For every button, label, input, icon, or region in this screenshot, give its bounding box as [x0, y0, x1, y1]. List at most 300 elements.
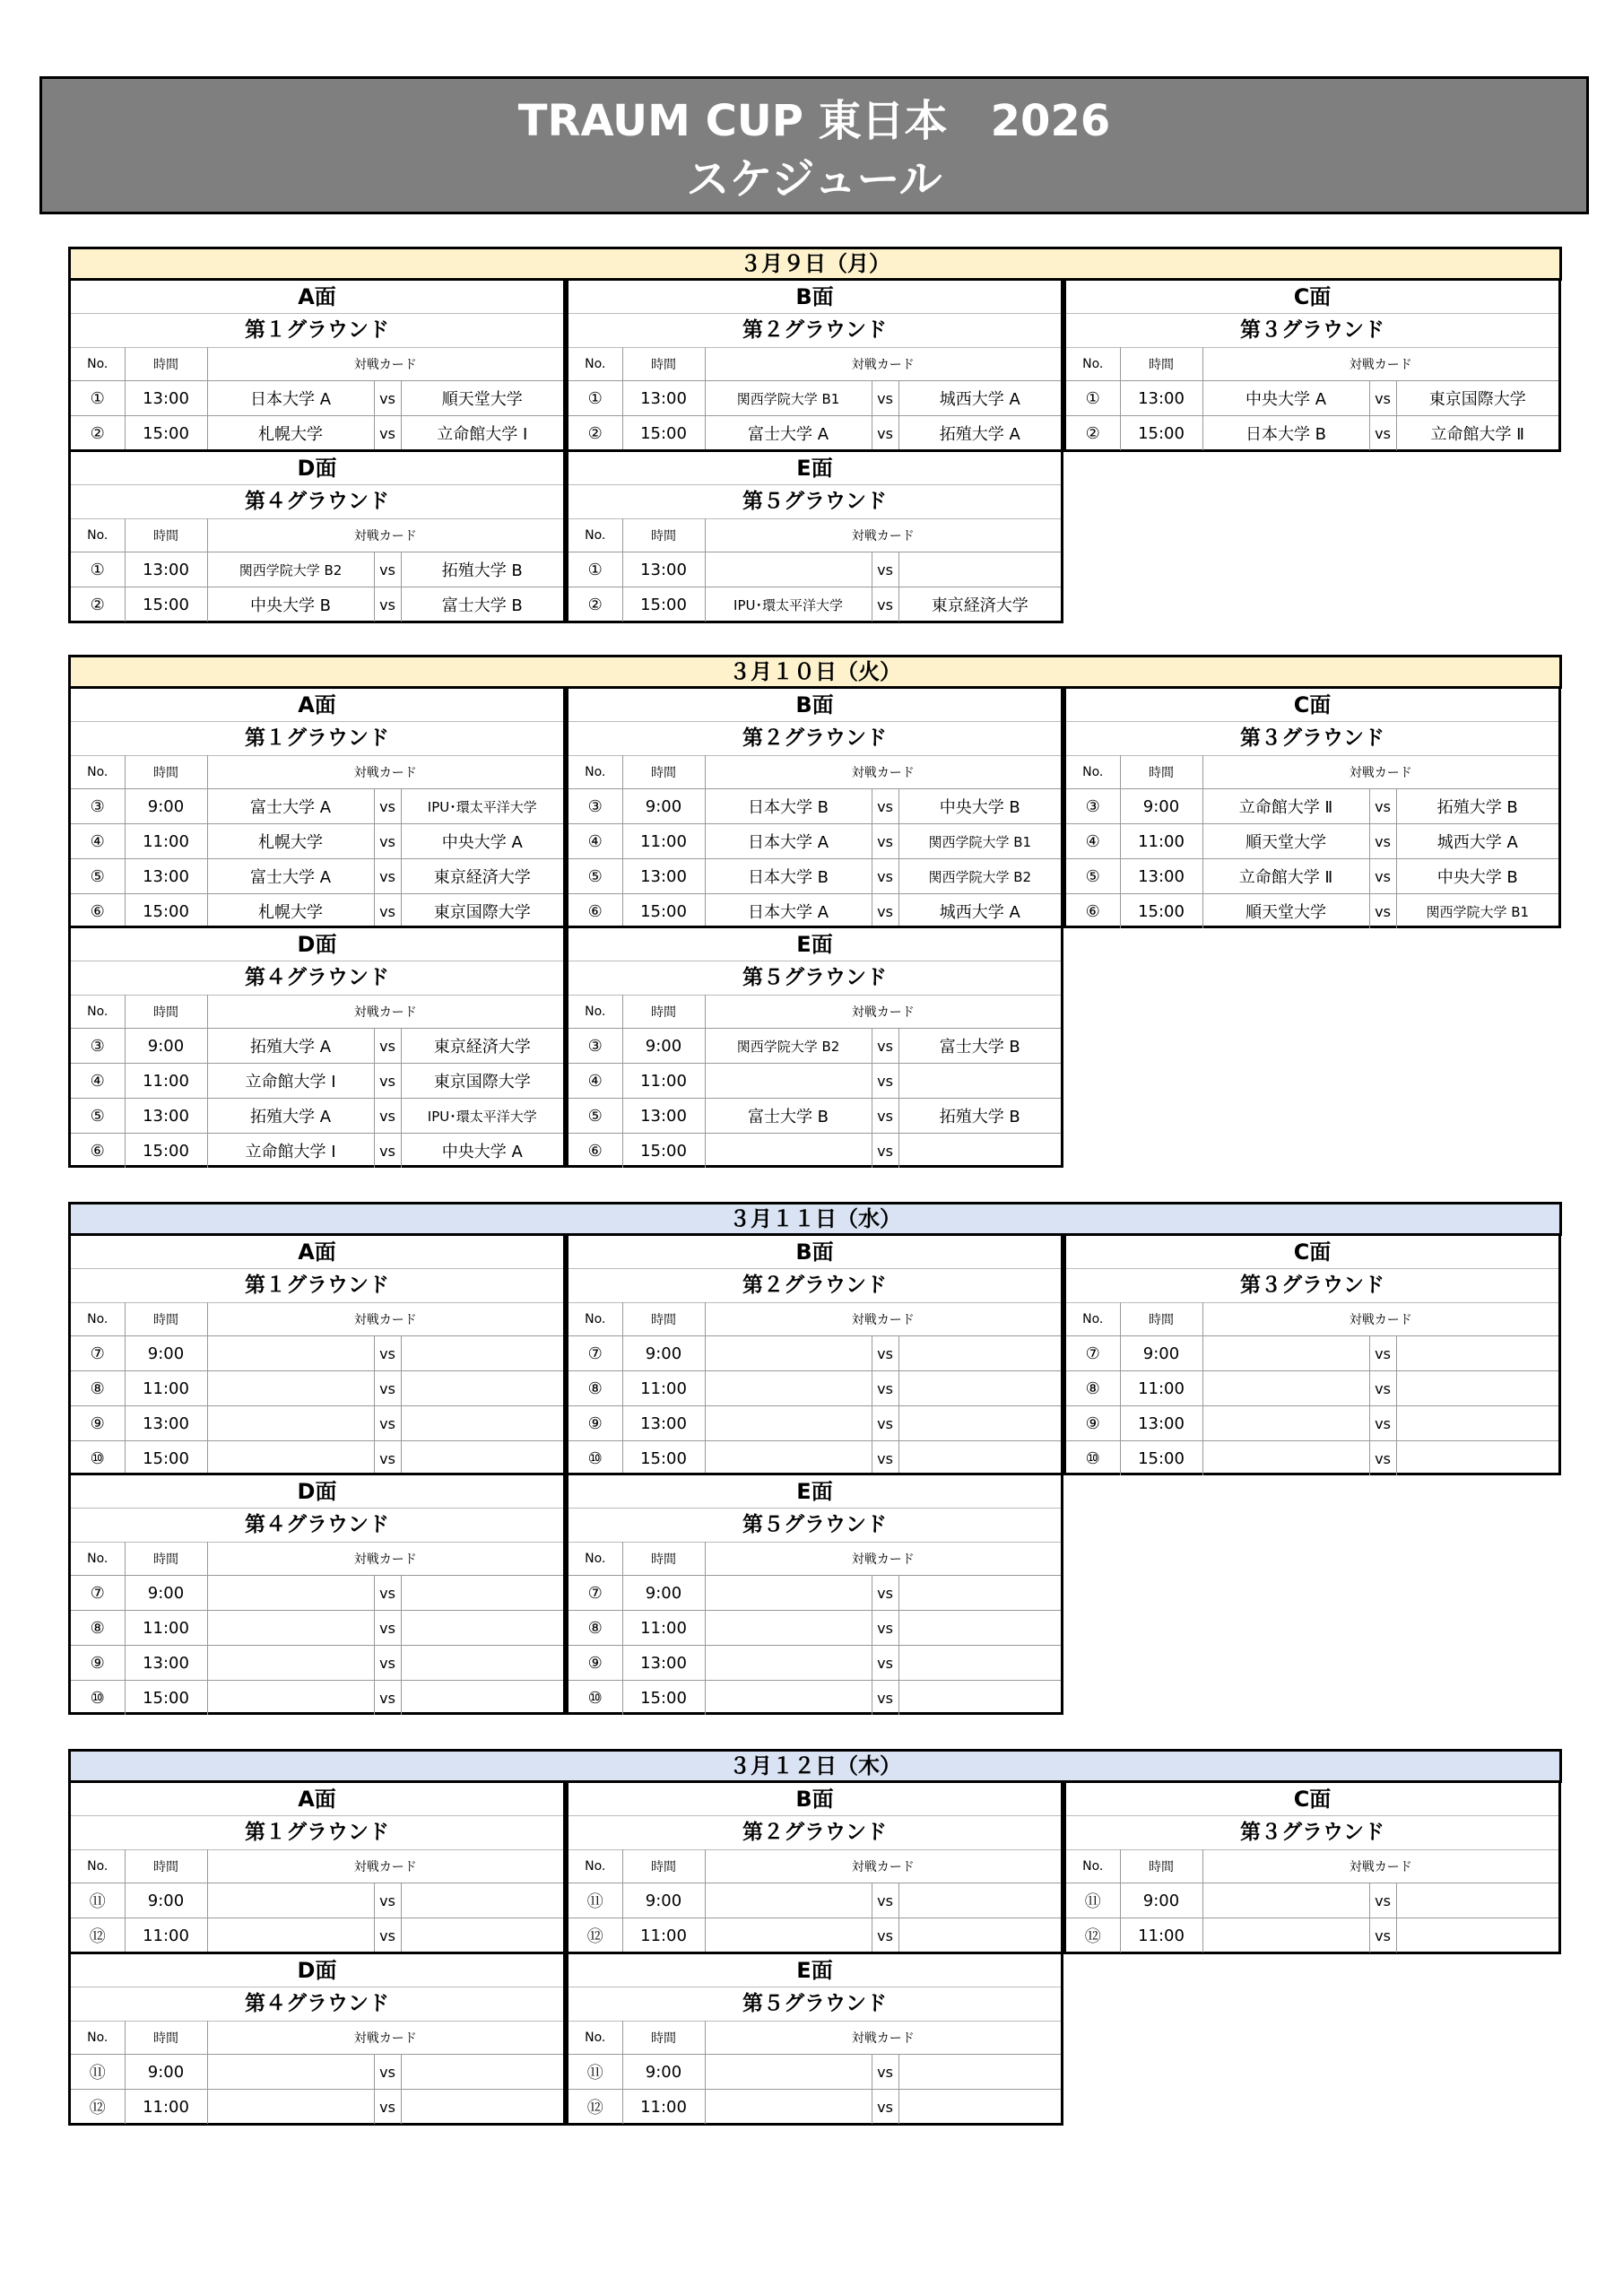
table-header-row: [71, 1542, 563, 1576]
home-team: [207, 1918, 374, 1953]
match-time: 9:00: [125, 1029, 207, 1064]
ground-label: 第４グラウンド: [71, 961, 563, 996]
match-table: [568, 1302, 1061, 1475]
vs-label: vs: [374, 2055, 401, 2090]
col-card-header: 対戦カード: [207, 995, 563, 1029]
col-time-header: 時間: [622, 995, 705, 1029]
col-card-header: 対戦カード: [1202, 347, 1558, 381]
away-team: [898, 1064, 1061, 1099]
vs-label: vs: [872, 587, 898, 622]
match-table: [71, 1302, 563, 1475]
col-card-header: 対戦カード: [705, 755, 1061, 789]
away-team: [401, 2055, 563, 2090]
table-row: [568, 587, 1061, 622]
match-time: 11:00: [125, 1611, 207, 1646]
field-face-label: D面: [71, 928, 563, 961]
vs-label: vs: [1369, 1406, 1396, 1441]
col-time-header: 時間: [125, 2021, 207, 2055]
table-header-row: [71, 1302, 563, 1336]
ground-label: 第５グラウンド: [568, 961, 1061, 996]
home-team: [207, 2055, 374, 2090]
field-face-label: E面: [568, 1475, 1061, 1509]
col-no-header: No.: [1082, 1311, 1104, 1326]
day-header: ３月１１日（水）: [68, 1202, 1562, 1236]
match-no: ⑦: [1066, 1336, 1120, 1371]
away-team: [898, 552, 1061, 587]
vs-label: vs: [374, 1371, 401, 1406]
home-team: [207, 1883, 374, 1918]
page-subtitle: スケジュール: [686, 154, 942, 204]
table-row: [71, 1336, 563, 1371]
table-row: [568, 1099, 1061, 1134]
match-no: ②: [568, 416, 622, 451]
table-row: [568, 789, 1061, 824]
away-team: 拓殖大学 B: [1396, 789, 1558, 824]
col-no-header: No.: [585, 764, 606, 779]
vs-label: vs: [872, 789, 898, 824]
vs-label: vs: [872, 1064, 898, 1099]
col-time-header: 時間: [1120, 755, 1202, 789]
vs-label: vs: [872, 1099, 898, 1134]
table-row: [71, 1441, 563, 1476]
match-no: ⑤: [568, 1099, 622, 1134]
home-team: 日本大学 B: [1202, 416, 1369, 451]
match-table: [568, 755, 1061, 928]
match-no: ④: [568, 824, 622, 859]
field-block: [68, 449, 566, 623]
vs-label: vs: [872, 1029, 898, 1064]
match-no: ⑥: [71, 894, 125, 929]
home-team: [705, 2055, 872, 2090]
match-no: ⑤: [71, 1099, 125, 1134]
home-team: [705, 1883, 872, 1918]
match-time: 13:00: [622, 1406, 705, 1441]
away-team: [1396, 1336, 1558, 1371]
col-time-header: 時間: [622, 518, 705, 552]
vs-label: vs: [1369, 1371, 1396, 1406]
match-no: ①: [71, 552, 125, 587]
away-team: [401, 1336, 563, 1371]
vs-label: vs: [374, 587, 401, 622]
table-row: [568, 1576, 1061, 1611]
table-row: [71, 1646, 563, 1681]
table-row: [71, 381, 563, 416]
away-team: 拓殖大学 B: [898, 1099, 1061, 1134]
home-team: [705, 1646, 872, 1681]
field-block: [68, 686, 566, 928]
col-card-header: 対戦カード: [207, 347, 563, 381]
away-team: [401, 1611, 563, 1646]
away-team: 関西学院大学 B2: [898, 859, 1061, 894]
vs-label: vs: [872, 1681, 898, 1716]
table-row: [568, 1883, 1061, 1918]
col-card-header: 対戦カード: [705, 995, 1061, 1029]
home-team: [705, 1336, 872, 1371]
away-team: IPU･環太平洋大学: [401, 789, 563, 824]
match-table: [1066, 347, 1558, 450]
field-block: [566, 1780, 1063, 1954]
home-team: 拓殖大学 A: [207, 1029, 374, 1064]
match-no: ⑥: [1066, 894, 1120, 929]
match-no: ③: [568, 789, 622, 824]
match-time: 11:00: [1120, 824, 1202, 859]
vs-label: vs: [1369, 1441, 1396, 1476]
vs-label: vs: [872, 1406, 898, 1441]
col-time-header: 時間: [125, 518, 207, 552]
col-no-header: No.: [585, 527, 606, 543]
match-table: [71, 518, 563, 622]
table-row: [71, 1406, 563, 1441]
home-team: [207, 2090, 374, 2125]
ground-label: 第１グラウンド: [71, 1815, 563, 1850]
field-block: [68, 1233, 566, 1475]
home-team: [705, 1918, 872, 1953]
field-block: [566, 1952, 1063, 2126]
field-face-label: B面: [568, 281, 1061, 314]
col-card-header: 対戦カード: [705, 347, 1061, 381]
home-team: [1202, 1918, 1369, 1953]
home-team: 立命館大学 Ⅰ: [207, 1064, 374, 1099]
vs-label: vs: [872, 1371, 898, 1406]
col-time-header: 時間: [622, 1849, 705, 1883]
col-card-header: 対戦カード: [207, 1302, 563, 1336]
table-row: [568, 894, 1061, 929]
field-face-label: A面: [71, 689, 563, 722]
match-time: 9:00: [125, 2055, 207, 2090]
match-no: ①: [568, 552, 622, 587]
match-time: 11:00: [1120, 1371, 1202, 1406]
ground-label: 第３グラウンド: [1066, 1268, 1558, 1303]
vs-label: vs: [374, 1099, 401, 1134]
col-time-header: 時間: [1120, 1849, 1202, 1883]
table-row: [71, 1371, 563, 1406]
away-team: 城西大学 A: [1396, 824, 1558, 859]
col-card-header: 対戦カード: [1202, 1302, 1558, 1336]
table-row: [71, 894, 563, 929]
match-no: ⑩: [568, 1441, 622, 1476]
field-face-label: D面: [71, 1475, 563, 1509]
ground-label: 第２グラウンド: [568, 313, 1061, 348]
match-time: 11:00: [622, 1371, 705, 1406]
match-no: ⑦: [568, 1576, 622, 1611]
table-row: [568, 1918, 1061, 1953]
match-no: ⑫: [71, 2090, 125, 2125]
field-face-label: B面: [568, 689, 1061, 722]
match-time: 11:00: [622, 2090, 705, 2125]
vs-label: vs: [872, 1336, 898, 1371]
match-table: [1066, 755, 1558, 928]
table-row: [1066, 824, 1558, 859]
field-block: [566, 449, 1063, 623]
away-team: 城西大学 A: [898, 894, 1061, 929]
match-no: ④: [71, 1064, 125, 1099]
match-time: 13:00: [622, 1646, 705, 1681]
field-block: [68, 1780, 566, 1954]
vs-label: vs: [374, 1064, 401, 1099]
vs-label: vs: [374, 1681, 401, 1716]
table-header-row: [568, 1849, 1061, 1883]
col-time-header: 時間: [622, 755, 705, 789]
vs-label: vs: [1369, 1918, 1396, 1953]
away-team: [401, 1646, 563, 1681]
home-team: [705, 1441, 872, 1476]
match-time: 13:00: [125, 1099, 207, 1134]
away-team: [1396, 1371, 1558, 1406]
match-no: ⑥: [71, 1134, 125, 1169]
home-team: 日本大学 A: [705, 894, 872, 929]
vs-label: vs: [374, 1441, 401, 1476]
field-face-label: E面: [568, 452, 1061, 485]
home-team: [705, 1371, 872, 1406]
match-table: [71, 995, 563, 1168]
table-header-row: [71, 2021, 563, 2055]
vs-label: vs: [374, 1406, 401, 1441]
match-table: [568, 995, 1061, 1168]
match-time: 13:00: [1120, 859, 1202, 894]
vs-label: vs: [374, 859, 401, 894]
ground-label: 第５グラウンド: [568, 484, 1061, 519]
match-time: 11:00: [125, 1918, 207, 1953]
away-team: [898, 1646, 1061, 1681]
match-time: 13:00: [622, 381, 705, 416]
table-row: [568, 1441, 1061, 1476]
away-team: 富士大学 B: [401, 587, 563, 622]
match-table: [1066, 1849, 1558, 1952]
away-team: [401, 1681, 563, 1716]
match-no: ③: [1066, 789, 1120, 824]
away-team: [898, 1611, 1061, 1646]
col-time-header: 時間: [622, 2021, 705, 2055]
away-team: 立命館大学 Ⅱ: [1396, 416, 1558, 451]
match-no: ⑫: [1066, 1918, 1120, 1953]
away-team: 関西学院大学 B1: [898, 824, 1061, 859]
match-no: ⑪: [1066, 1883, 1120, 1918]
away-team: 東京経済大学: [898, 587, 1061, 622]
match-table: [568, 2021, 1061, 2124]
match-table: [71, 1849, 563, 1952]
match-no: ⑤: [71, 859, 125, 894]
table-row: [568, 2090, 1061, 2125]
col-no-header: No.: [585, 2030, 606, 2045]
vs-label: vs: [1369, 1336, 1396, 1371]
match-time: 13:00: [125, 381, 207, 416]
day-header: ３月９日（月）: [68, 247, 1562, 281]
away-team: [898, 1681, 1061, 1716]
vs-label: vs: [872, 2055, 898, 2090]
match-time: 11:00: [125, 2090, 207, 2125]
field-block: [68, 926, 566, 1168]
match-no: ⑧: [71, 1611, 125, 1646]
field-block: [1063, 1780, 1561, 1954]
away-team: [401, 1576, 563, 1611]
table-row: [71, 1064, 563, 1099]
away-team: [401, 1883, 563, 1918]
match-no: ⑩: [1066, 1441, 1120, 1476]
match-no: ③: [71, 789, 125, 824]
away-team: [1396, 1883, 1558, 1918]
home-team: [207, 1371, 374, 1406]
vs-label: vs: [872, 894, 898, 929]
table-header-row: [71, 755, 563, 789]
col-time-header: 時間: [125, 995, 207, 1029]
table-row: [568, 1064, 1061, 1099]
away-team: [898, 1918, 1061, 1953]
match-no: ①: [568, 381, 622, 416]
match-time: 11:00: [622, 1918, 705, 1953]
home-team: 関西学院大学 B2: [207, 552, 374, 587]
away-team: IPU･環太平洋大学: [401, 1099, 563, 1134]
match-no: ⑫: [71, 1918, 125, 1953]
ground-label: 第５グラウンド: [568, 1508, 1061, 1543]
match-no: ④: [71, 824, 125, 859]
home-team: [207, 1576, 374, 1611]
away-team: 富士大学 B: [898, 1029, 1061, 1064]
away-team: [898, 1576, 1061, 1611]
match-no: ⑤: [568, 859, 622, 894]
match-table: [71, 1542, 563, 1715]
vs-label: vs: [374, 1029, 401, 1064]
home-team: 立命館大学 Ⅰ: [207, 1134, 374, 1169]
away-team: 立命館大学 Ⅰ: [401, 416, 563, 451]
table-header-row: [568, 518, 1061, 552]
day-header: ３月１０日（火）: [68, 655, 1562, 689]
col-time-header: 時間: [622, 347, 705, 381]
vs-label: vs: [1369, 416, 1396, 451]
away-team: [898, 1336, 1061, 1371]
vs-label: vs: [872, 381, 898, 416]
match-time: 15:00: [622, 1681, 705, 1716]
away-team: 東京経済大学: [401, 1029, 563, 1064]
col-no-header: No.: [1082, 764, 1104, 779]
vs-label: vs: [374, 824, 401, 859]
field-face-label: A面: [71, 1236, 563, 1269]
match-no: ④: [1066, 824, 1120, 859]
field-face-label: C面: [1066, 689, 1558, 722]
home-team: 中央大学 A: [1202, 381, 1369, 416]
table-header-row: [568, 995, 1061, 1029]
away-team: [1396, 1406, 1558, 1441]
table-header-row: [568, 2021, 1061, 2055]
match-no: ⑤: [1066, 859, 1120, 894]
col-no-header: No.: [87, 1004, 108, 1019]
match-time: 9:00: [125, 1336, 207, 1371]
day-header: ３月１２日（木）: [68, 1749, 1562, 1783]
table-header-row: [71, 518, 563, 552]
match-time: 15:00: [125, 416, 207, 451]
match-time: 11:00: [125, 824, 207, 859]
match-no: ④: [568, 1064, 622, 1099]
table-row: [568, 1029, 1061, 1064]
home-team: [207, 1441, 374, 1476]
vs-label: vs: [374, 1883, 401, 1918]
match-time: 15:00: [1120, 1441, 1202, 1476]
match-time: 9:00: [622, 1883, 705, 1918]
home-team: [705, 1576, 872, 1611]
field-block: [1063, 686, 1561, 928]
away-team: 拓殖大学 B: [401, 552, 563, 587]
away-team: 関西学院大学 B1: [1396, 894, 1558, 929]
table-row: [1066, 381, 1558, 416]
match-time: 9:00: [125, 1883, 207, 1918]
match-time: 15:00: [622, 1134, 705, 1169]
table-row: [1066, 416, 1558, 451]
match-time: 15:00: [125, 1134, 207, 1169]
table-header-row: [568, 347, 1061, 381]
table-row: [568, 2055, 1061, 2090]
table-row: [1066, 1371, 1558, 1406]
home-team: [1202, 1883, 1369, 1918]
field-block: [1063, 278, 1561, 452]
away-team: 東京国際大学: [1396, 381, 1558, 416]
away-team: [898, 1406, 1061, 1441]
table-row: [1066, 1918, 1558, 1953]
home-team: [1202, 1406, 1369, 1441]
col-card-header: 対戦カード: [705, 2021, 1061, 2055]
away-team: 順天堂大学: [401, 381, 563, 416]
home-team: 富士大学 A: [207, 789, 374, 824]
away-team: 東京国際大学: [401, 894, 563, 929]
match-no: ⑧: [568, 1371, 622, 1406]
table-row: [71, 1099, 563, 1134]
ground-label: 第３グラウンド: [1066, 721, 1558, 756]
vs-label: vs: [1369, 824, 1396, 859]
match-no: ⑥: [568, 894, 622, 929]
vs-label: vs: [1369, 894, 1396, 929]
away-team: [401, 1918, 563, 1953]
col-no-header: No.: [87, 1858, 108, 1874]
col-no-header: No.: [585, 1004, 606, 1019]
field-block: [68, 1473, 566, 1715]
field-face-label: B面: [568, 1236, 1061, 1269]
table-header-row: [71, 347, 563, 381]
table-row: [71, 1611, 563, 1646]
col-no-header: No.: [87, 1551, 108, 1566]
ground-label: 第１グラウンド: [71, 1268, 563, 1303]
field-block: [566, 1473, 1063, 1715]
away-team: [1396, 1918, 1558, 1953]
col-card-header: 対戦カード: [207, 1542, 563, 1576]
col-card-header: 対戦カード: [705, 1542, 1061, 1576]
table-header-row: [568, 1542, 1061, 1576]
home-team: 順天堂大学: [1202, 894, 1369, 929]
col-card-header: 対戦カード: [705, 518, 1061, 552]
home-team: [705, 1406, 872, 1441]
field-face-label: E面: [568, 928, 1061, 961]
col-time-header: 時間: [125, 1542, 207, 1576]
home-team: 富士大学 A: [207, 859, 374, 894]
match-table: [71, 755, 563, 928]
match-time: 13:00: [125, 1646, 207, 1681]
match-no: ②: [71, 416, 125, 451]
match-time: 15:00: [125, 894, 207, 929]
away-team: 東京国際大学: [401, 1064, 563, 1099]
col-no-header: No.: [1082, 1858, 1104, 1874]
field-face-label: A面: [71, 1783, 563, 1816]
col-card-header: 対戦カード: [207, 2021, 563, 2055]
table-row: [71, 2090, 563, 2125]
field-face-label: E面: [568, 1954, 1061, 1987]
match-time: 11:00: [1120, 1918, 1202, 1953]
home-team: [207, 1611, 374, 1646]
home-team: 立命館大学 Ⅱ: [1202, 859, 1369, 894]
match-time: 11:00: [125, 1371, 207, 1406]
home-team: 日本大学 B: [705, 859, 872, 894]
table-row: [568, 416, 1061, 451]
field-block: [1063, 1233, 1561, 1475]
home-team: 立命館大学 Ⅱ: [1202, 789, 1369, 824]
ground-label: 第３グラウンド: [1066, 1815, 1558, 1850]
match-time: 15:00: [125, 1681, 207, 1716]
